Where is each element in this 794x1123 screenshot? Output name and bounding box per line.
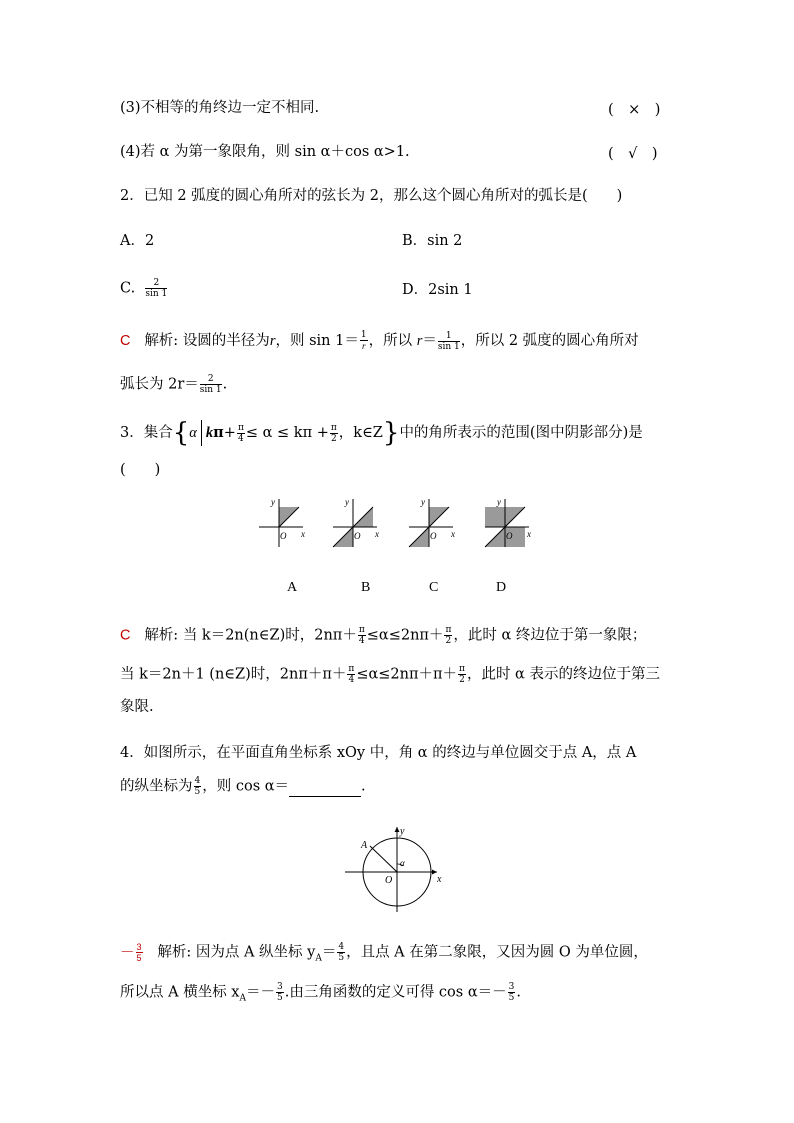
q3-figure-b [333, 497, 379, 547]
q4-unit-circle-figure [345, 822, 455, 912]
q2-option-b: B．sin 2 [402, 233, 463, 249]
q3-paren: ( ) [120, 462, 161, 478]
q1-item4-mark: ( √ ) [608, 146, 658, 162]
q3-figure-a-o: O [280, 531, 287, 541]
svg-text:O: O [354, 531, 361, 541]
svg-text:O: O [430, 531, 437, 541]
q3-label-a: A [287, 580, 298, 595]
q2-answer: C [120, 333, 131, 349]
q4-terminal-side [370, 846, 397, 872]
svg-text:y: y [345, 497, 349, 507]
q4-jiexi-line1: － $\frac{3}{5}$ 解析: 因为点 A 纵坐标 $y_A=$ $\frac{4}{5}$ ，且点 A 在第二象限，又因为圆 O 为单位圆， [120, 942, 648, 964]
q3-answer: C [120, 627, 131, 644]
q1-item3-mark: ( × ) [608, 102, 661, 118]
q3-jiexi-line2: 当 k＝2n＋1 (n∈Z)时，2nπ＋π＋ $\frac{\pi}{4}$ ≤α≤2nπ＋π＋ $\frac{\pi}{2}$ ，此时 α 表示的终边位于第三 [120, 664, 660, 685]
q4-stem-line1: 4．如图所示，在平面直角坐标系 xOy 中，角 α 的终边与单位圆交于点 A，点 A [120, 745, 637, 761]
q4-point-a: A [361, 840, 368, 851]
q2-jiexi-line2: 弧长为 2r＝ $\frac{2}{\sin 1}$ . [120, 374, 228, 395]
q3-stem: 3．集合{α kπ+ $\frac{\pi}{4}$ ≤ α ≤ kπ + $\frac{\pi}{2}$ ，k∈Z}中的角所表示的范围(图中阴影部分)是 [120, 418, 643, 448]
q4-y-label: y [400, 826, 405, 837]
q4-jiexi-line2: 所以点 A 横坐标 $x_A=-$ $\frac{3}{5}$ .由三角函数的定义可得 cos α＝－ $\frac{3}{5}$ . [120, 982, 521, 1004]
q4-origin: O [385, 875, 393, 886]
q4-answer-blank [289, 782, 361, 797]
q4-x-label: x [437, 874, 442, 885]
svg-text:x: x [527, 529, 531, 539]
q3-label-d: D [496, 580, 507, 595]
q1-item3: (3)不相等的角终边一定不相同. [120, 100, 320, 116]
q4-alpha: α [400, 858, 405, 868]
svg-text:y: y [421, 497, 425, 507]
q2-option-d: D．2sin 1 [402, 282, 473, 298]
q3-figures [255, 495, 545, 555]
svg-text:y: y [497, 497, 501, 507]
q3-figure-a [259, 497, 305, 547]
q1-item4: (4)若 α 为第一象限角，则 sin α＋cos α>1. [120, 144, 410, 160]
q2-jiexi-line1: C 解析: 设圆的半径为r，则 sin 1＝ $\frac{1}{r}$，所以 r＝ $\frac{1}{\sin 1}$ ，所以 2 弧度的圆心角所对 [120, 330, 639, 352]
q3-label-b: B [361, 580, 371, 595]
q2-option-c: C. $\frac{2}{\sin 1}$ [120, 278, 168, 299]
q3-jiexi-line3: 象限. [120, 699, 154, 715]
q3-figure-a-x: x [301, 529, 305, 539]
q4-answer: － $\frac{3}{5}$ [120, 942, 142, 964]
svg-text:x: x [375, 529, 379, 539]
svg-text:O: O [506, 531, 513, 541]
q2-stem: 2．已知 2 弧度的圆心角所对的弦长为 2，那么这个圆心角所对的弧长是( ) [120, 188, 623, 204]
q4-stem-line2: 的纵坐标为 $\frac{4}{5}$ ，则 cos α＝ . [120, 776, 366, 797]
q3-figure-c [409, 497, 455, 547]
q2-option-a: A．2 [120, 233, 155, 249]
q3-figure-d [485, 497, 531, 547]
svg-text:x: x [451, 529, 455, 539]
q3-figure-a-y: y [271, 497, 275, 507]
q3-label-c: C [429, 580, 439, 595]
q3-jiexi-line1: C 解析: 当 k＝2n(n∈Z)时，2nπ＋ $\frac{\pi}{4}$ ≤α≤2nπ＋ $\frac{\pi}{2}$ ，此时 α 终边位于第一象限； [120, 625, 647, 646]
